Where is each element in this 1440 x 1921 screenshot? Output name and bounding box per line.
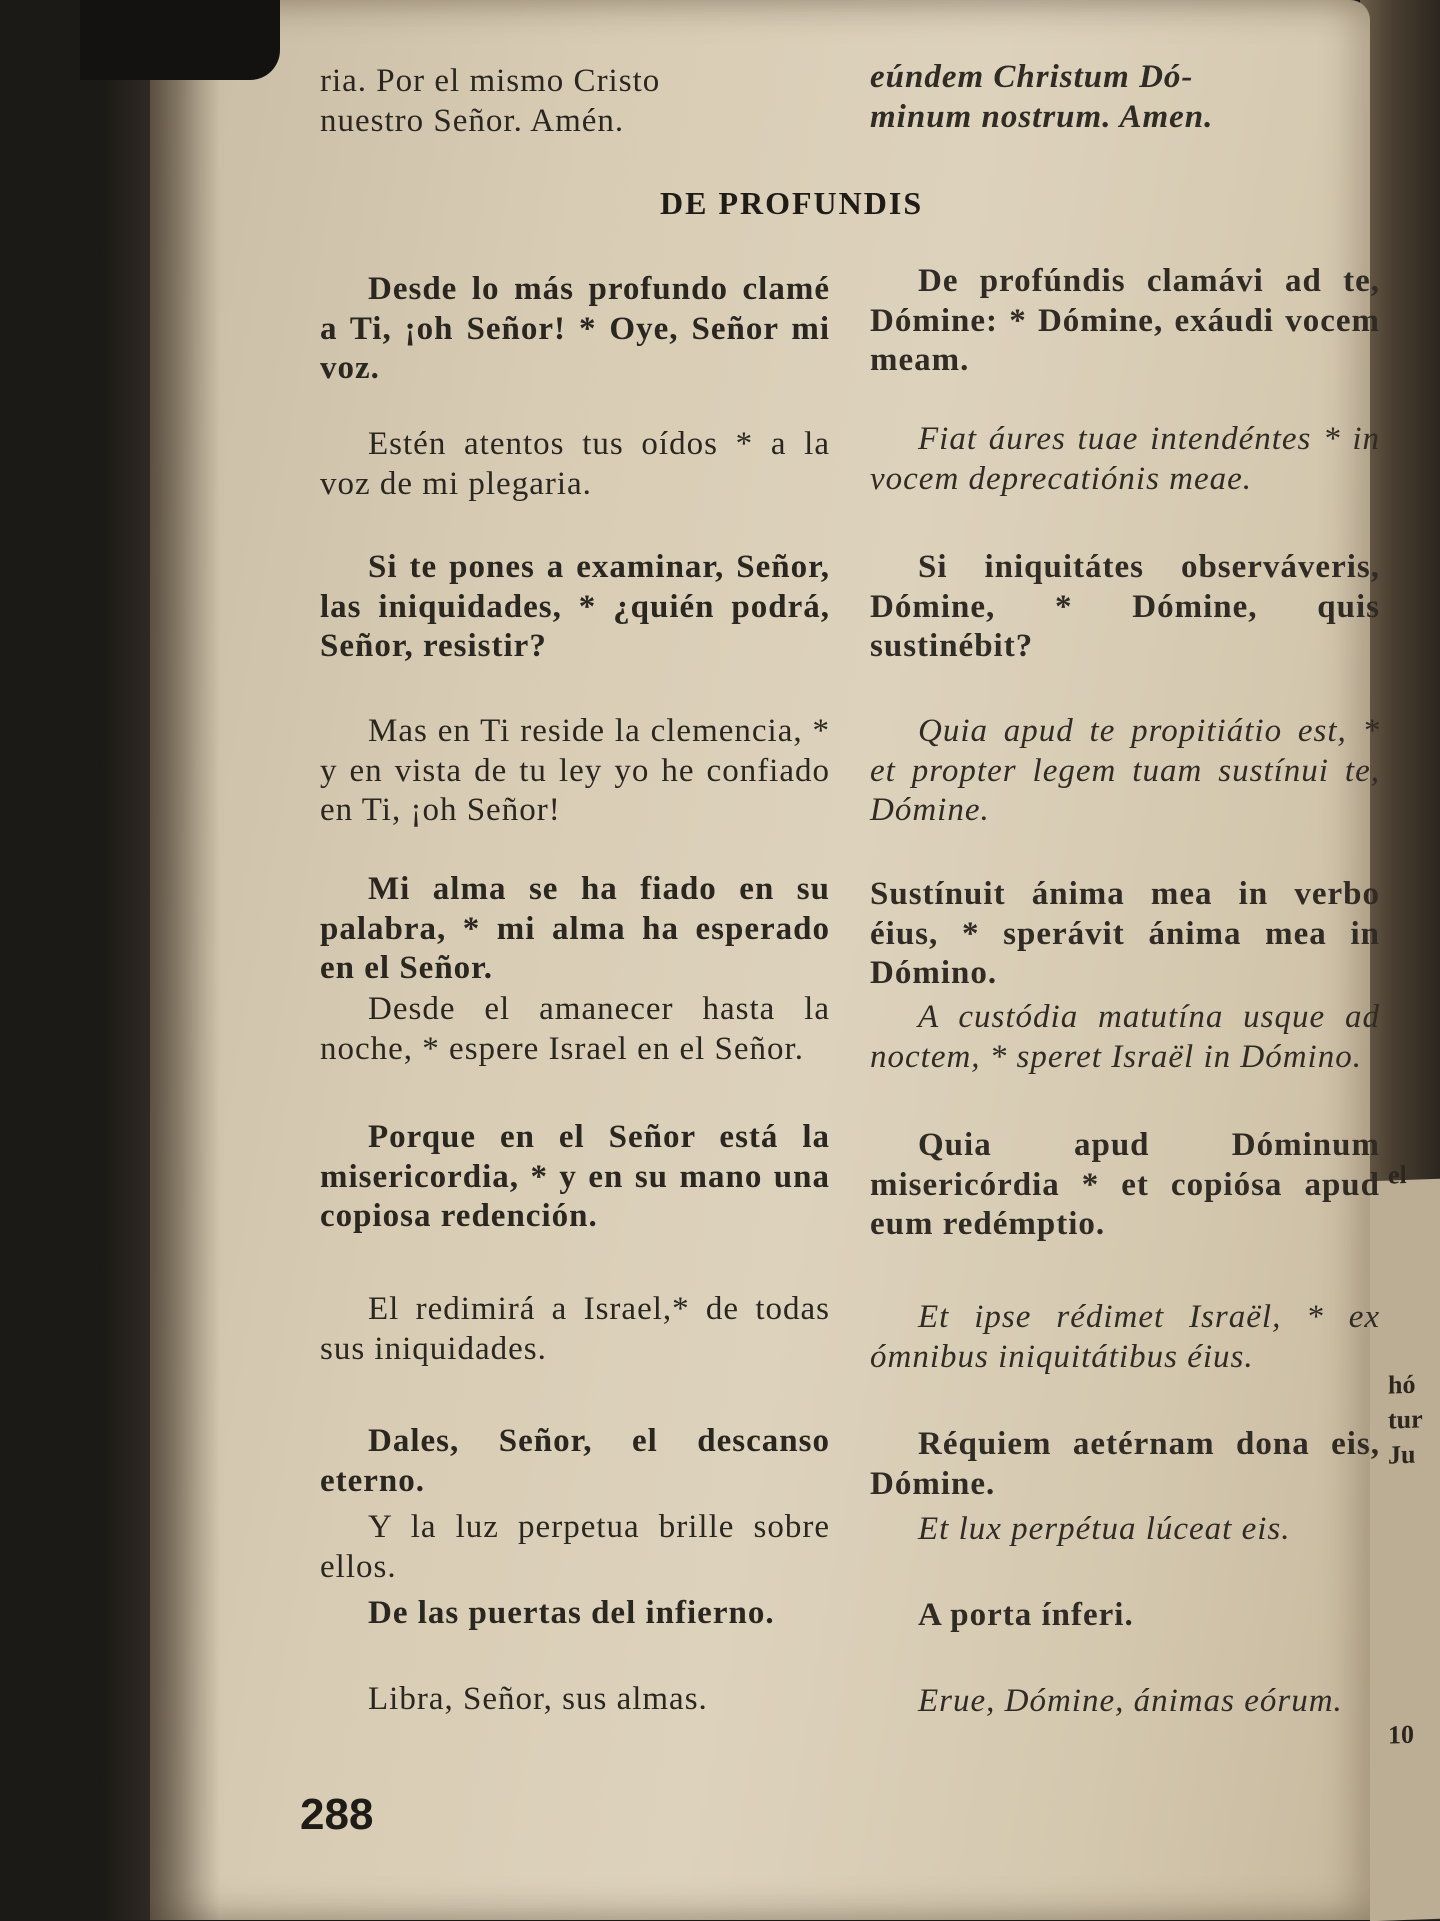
verse-text: Quia apud Dóminum misericórdia * et copiósa apud eum redémptio. [870,1127,1380,1242]
spanish-verse [320,1118,830,1237]
verse-text: Desde lo más profundo clamé a Ti, ¡oh Señor! * Oye, Señor mi voz. [320,271,830,386]
verse-text: Fiat áures tuae intendéntes * in vocem deprecatiónis meae. [870,421,1380,497]
verse-text: Quia apud te propitiátio est, * et propter legem tuam sustínui te, Dómine. [870,713,1380,828]
section-title: DE PROFUNDIS [660,185,924,221]
top-spanish [320,62,830,141]
spanish-verse [320,1680,830,1720]
next-page-fragment: el [1388,1159,1407,1190]
verse-text: A porta ínferi. [918,1597,1134,1633]
spanish-verse [320,1422,830,1501]
spanish-verse [320,270,830,389]
top-latin-line: eúndem Christum Dó- [870,59,1194,95]
book-clip [80,0,280,80]
verse-text: Erue, Dómine, ánimas eórum. [918,1683,1343,1719]
page-number: 288 [300,1790,374,1839]
latin-verse [870,420,1380,499]
verse-text: De profúndis clamávi ad te, Dómine: * Dómine, exáudi vocem meam. [870,263,1380,378]
latin-verse [870,1510,1380,1550]
verse-text: Si te pones a examinar, Señor, las iniquidades, * ¿quién podrá, Señor, resistir? [320,549,830,664]
latin-verse [870,998,1380,1077]
latin-verse [870,548,1380,667]
verse-text: Mas en Ti reside la clemencia, * y en vista de tu ley yo he confiado en Ti, ¡oh Señor! [320,713,830,828]
next-page-fragment: hó [1388,1369,1416,1400]
next-page-fragment: Ju [1388,1439,1416,1470]
verse-text: Y la luz perpetua brille sobre ellos. [320,1509,830,1585]
latin-verse [870,1126,1380,1245]
verse-text: Libra, Señor, sus almas. [368,1681,708,1717]
verse-text: Et lux perpétua lúceat eis. [918,1511,1291,1547]
verse-text: Desde el amanecer hasta la noche, * espere Israel en el Señor. [320,991,830,1067]
latin-verse [870,875,1380,994]
spanish-verse [320,548,830,667]
latin-verse [870,1596,1380,1636]
spanish-verse [320,712,830,831]
top-spanish-line: ria. Por el mismo Cristo [320,63,661,99]
verse-text: Sustínuit ánima mea in verbo éius, * sperávit ánima mea in Dómino. [870,876,1380,991]
next-page-edge [1370,1159,1440,1921]
spine-shadow [150,0,220,1920]
verse-text: El redimirá a Israel,* de todas sus iniquidades. [320,1291,830,1367]
top-latin [870,58,1380,137]
verse-text: Si iniquitátes observáveris, Dómine, * Dómine, quis sustinébit? [870,549,1380,664]
spanish-verse [320,990,830,1069]
latin-verse [870,1682,1380,1722]
verse-text: A custódia matutína usque ad noctem, * speret Israël in Dómino. [870,999,1380,1075]
spanish-verse [320,870,830,989]
latin-verse [870,1425,1380,1504]
verse-text: Estén atentos tus oídos * a la voz de mi plegaria. [320,426,830,502]
top-spanish-line: nuestro Señor. Amén. [320,102,625,139]
spanish-verse [320,425,830,504]
verse-text: Réquiem aetérnam dona eis, Dómine. [870,1426,1380,1502]
next-page-fragment: tur [1388,1404,1423,1435]
verse-text: Et ipse rédimet Israël, * ex ómnibus iniquitátibus éius. [870,1299,1380,1375]
next-page-fragment: 10 [1388,1719,1414,1750]
verse-text: De las puertas del infierno. [368,1595,775,1631]
spanish-verse [320,1508,830,1587]
spanish-verse [320,1290,830,1369]
verse-text: Porque en el Señor está la misericordia, * y en su mano una copiosa redención. [320,1119,830,1234]
latin-verse [870,1298,1380,1377]
top-latin-line: minum nostrum. Amen. [870,98,1214,135]
verse-text: Mi alma se ha fiado en su palabra, * mi alma ha esperado en el Señor. [320,871,830,986]
verse-text: Dales, Señor, el descanso eterno. [320,1423,830,1499]
spanish-verse [320,1594,830,1634]
latin-verse [870,262,1380,381]
latin-verse [870,712,1380,831]
